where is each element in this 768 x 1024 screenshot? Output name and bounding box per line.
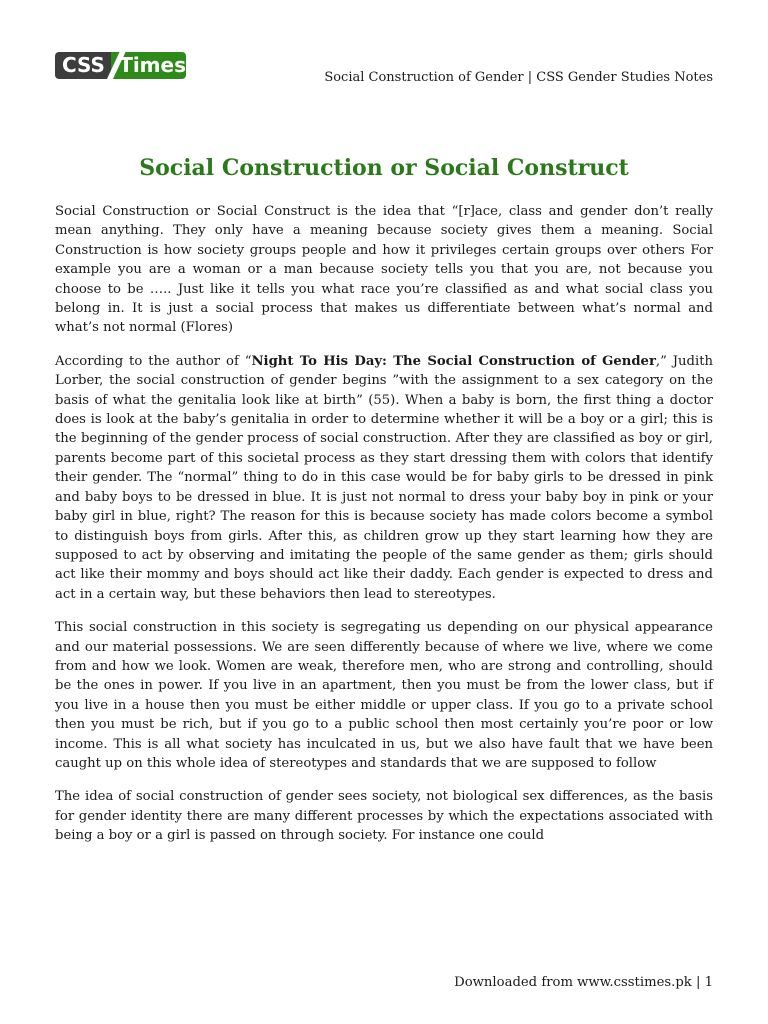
paragraph-4: The idea of social construction of gender sees society, not biological sex differences, as the basis for gender identity there are many different processes by which the expectations associated with being a boy or a girl is passed on through society. For instance one could — [55, 789, 713, 844]
csstimes-logo — [55, 52, 186, 79]
logo-css-part: CSS — [55, 52, 111, 79]
document-body — [55, 202, 713, 860]
logo-times-part: Times — [111, 52, 186, 79]
paragraph-2-rest: ,” Judith Lorber, the social construction of gender begins ”with the assignment to a sex category on the basis of what the genitalia look like at birth” (55). When a baby is born, the first thing a doctor does is look at the baby’s genitalia in order to determine whether it will be a boy or a girl; this is the beginning of the gender process of social construction. After they are classified as boy or girl, parents become part of this societal process as they start dressing them with colors that identify their gender. The “normal” thing to do in this case would be for baby girls to be dressed in pink and baby boys to be dressed in blue. It is just not normal to dress your baby boy in pink or your baby girl in blue, right? The reason for this is because society has made colors become a symbol to distinguish boys from girls. After this, as children grow up they start learning how they are supposed to act by observing and imitating the people of the same gender as them; girls should act like their mommy and boys should act like their daddy. Each gender is expected to dress and act in a certain way, but these behaviors then lead to stereotypes. — [55, 353, 713, 602]
paragraph-2 — [55, 352, 713, 604]
header-title: Social Construction of Gender | CSS Gender Studies Notes — [324, 70, 713, 85]
paragraph-2-start: According to the author of “ — [55, 353, 252, 369]
page-heading: Social Construction or Social Construct — [139, 155, 629, 181]
footer-text: Downloaded from www.csstimes.pk | 1 — [454, 975, 713, 990]
book-title: Night To His Day: The Social Construction of Gender — [251, 353, 656, 369]
paragraph-1: Social Construction or Social Construct is the idea that “[r]ace, class and gender don’t really mean anything. They only have a meaning because society gives them a meaning. Social Construction is how society groups people and how it privileges certain groups over others For example you are a woman or a man because society tells you that you are, not because you choose to be ….. Just like it tells you what race you’re classified as and what social class you belong in. It is just a social process that makes us differentiate between what’s normal and what’s not normal (Flores) — [55, 204, 713, 336]
paragraph-3: This social construction in this society is segregating us depending on our physical appearance and our material possessions. We are seen differently because of where we live, where we come from and how we look. Women are weak, therefore men, who are strong and controlling, should be the ones in power. If you live in an apartment, then you must be from the lower class, but if you live in a house then you must be either middle or upper class. If you go to a private school then you must be rich, but if you go to a public school then most certainly you’re poor or low income. This is all what society has inculcated in us, but we also have fault that we have been caught up on this whole idea of stereotypes and standards that we are supposed to follow — [55, 620, 713, 771]
